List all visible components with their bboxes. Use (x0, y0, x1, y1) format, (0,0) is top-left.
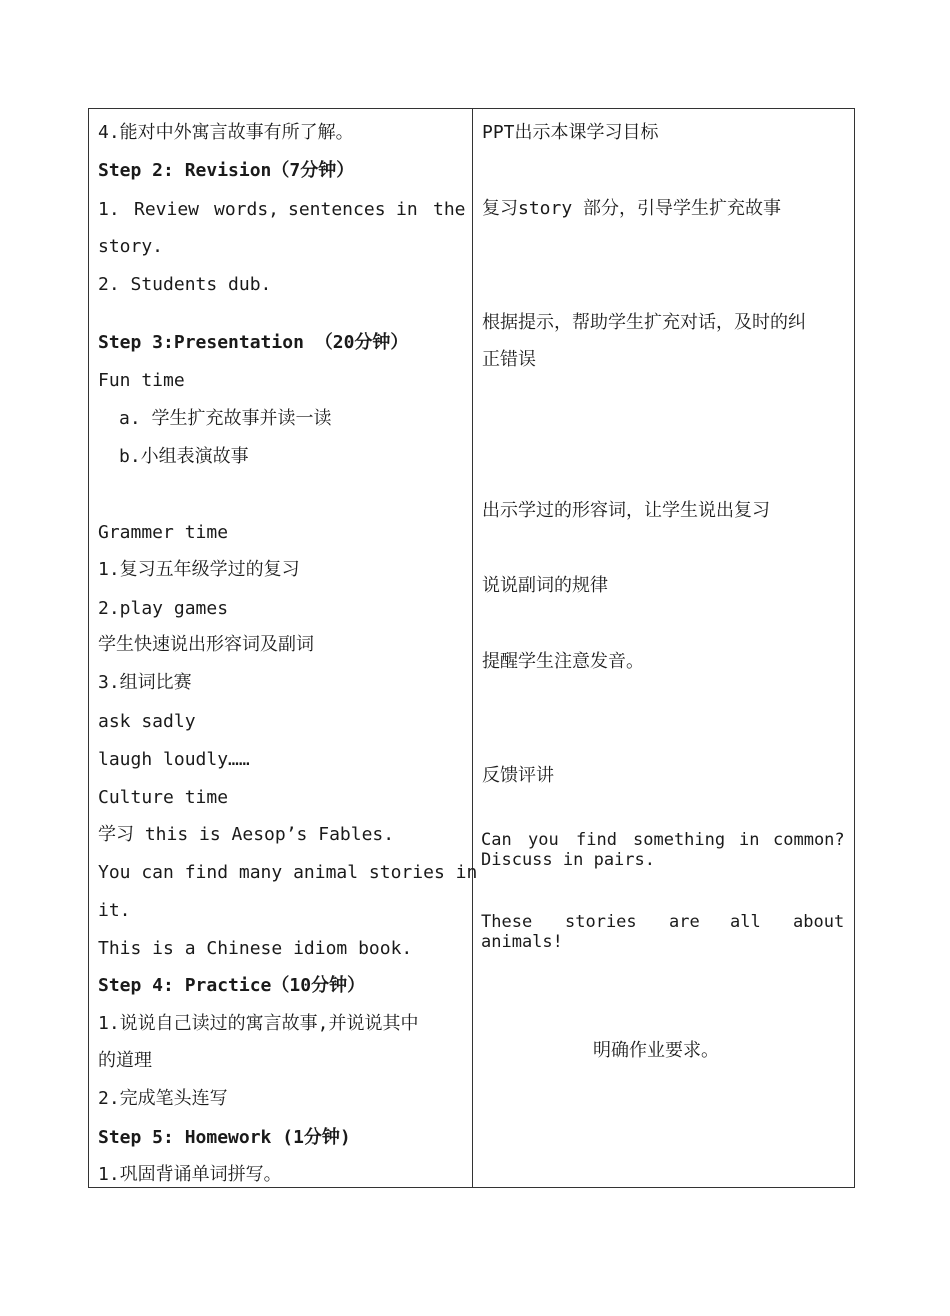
practice-item-1: 1.说说自己读过的寓言故事,并说说其中 (98, 1013, 419, 1034)
column-divider (472, 109, 473, 1187)
phrase-example: ask sadly (98, 711, 196, 732)
word: the (433, 199, 466, 220)
fun-time-item-a: a. 学生扩充故事并读一读 (119, 408, 332, 429)
word: something (633, 830, 726, 850)
word: all (730, 912, 761, 932)
grammar-item-3: 3.组词比赛 (98, 672, 192, 693)
grammar-time-label: Grammer time (98, 522, 229, 543)
fun-time-item-b: b.小组表演故事 (119, 446, 249, 467)
word: about (793, 912, 845, 932)
revision-item-2: 2. Students dub. (98, 274, 272, 295)
word: words, (214, 199, 280, 220)
culture-line-1: 学习 this is Aesop’s Fables. (98, 824, 395, 845)
word: common? (773, 830, 845, 850)
word: in (396, 199, 418, 220)
phrase-example: laugh loudly…… (98, 749, 250, 770)
teacher-note: 正错误 (482, 349, 536, 370)
word: are (669, 912, 700, 932)
word: Can (481, 830, 512, 850)
word: 1. (98, 199, 120, 220)
teacher-note: Discuss in pairs. (481, 850, 655, 870)
fun-time-label: Fun time (98, 370, 185, 391)
revision-line-cont: story. (98, 236, 164, 257)
teacher-note: 根据提示，帮助学生扩充对话，及时的纠 (482, 312, 806, 333)
teacher-note: 说说副词的规律 (482, 575, 608, 596)
practice-item-1-cont: 的道理 (98, 1050, 152, 1071)
step-5-heading: Step 5: Homework (1分钟) (98, 1127, 351, 1148)
culture-line-2: You can find many animal stories in (98, 862, 478, 883)
word: find (576, 830, 617, 850)
practice-item-2: 2.完成笔头连写 (98, 1088, 228, 1109)
grammar-note: 学生快速说出形容词及副词 (98, 634, 314, 655)
culture-line-2-cont: it. (98, 900, 131, 921)
lesson-plan-table (88, 108, 855, 1188)
teacher-note: 出示学过的形容词，让学生说出复习 (482, 500, 770, 521)
step-4-heading: Step 4: Practice（10分钟） (98, 975, 366, 996)
step-2-heading: Step 2: Revision（7分钟） (98, 160, 355, 181)
homework-item-1: 1.巩固背诵单词拼写。 (98, 1164, 282, 1185)
culture-time-label: Culture time (98, 787, 229, 808)
culture-line-3: This is a Chinese idiom book. (98, 938, 413, 959)
homework-requirement: 明确作业要求。 (593, 1040, 719, 1061)
teacher-note: animals! (481, 932, 563, 952)
grammar-item-2: 2.play games (98, 598, 229, 619)
teacher-note: 反馈评讲 (482, 765, 554, 786)
word: These (481, 912, 533, 932)
word: sentences (288, 199, 386, 220)
word: you (528, 830, 559, 850)
word: Review (134, 199, 200, 220)
word: in (739, 830, 760, 850)
teacher-note: 提醒学生注意发音。 (482, 651, 644, 672)
grammar-item-1: 1.复习五年级学过的复习 (98, 559, 300, 580)
teacher-note: PPT出示本课学习目标 (482, 122, 659, 143)
objective-4: 4.能对中外寓言故事有所了解。 (98, 122, 354, 143)
step-3-heading: Step 3:Presentation （20分钟） (98, 332, 409, 353)
teacher-note: 复习story 部分，引导学生扩充故事 (482, 198, 782, 219)
word: stories (565, 912, 637, 932)
